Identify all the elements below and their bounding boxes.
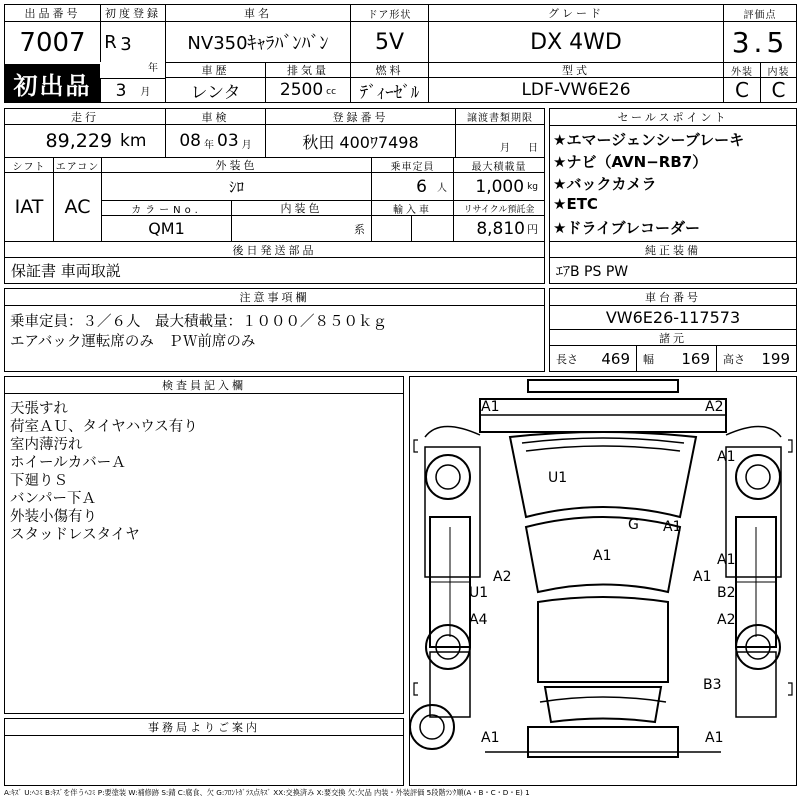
exterior-grade-header: 外装 xyxy=(723,62,760,78)
specs-width xyxy=(636,346,716,371)
recycle-unit: 円 xyxy=(527,222,538,236)
inspector-line: ホイールカバーＡ xyxy=(10,455,126,471)
sales-points-list xyxy=(553,129,795,239)
inspector-line: スタッドレスタイヤ xyxy=(10,527,140,543)
transfer-date xyxy=(455,125,544,157)
damage-mark: A2 xyxy=(493,569,512,585)
import-value xyxy=(371,216,411,241)
exterior-color-header: 外装色 xyxy=(101,157,371,173)
plate-value: 秋田 400ﾜ7498 xyxy=(265,125,455,157)
damage-mark: A1 xyxy=(663,519,682,535)
score-value: 3.5 xyxy=(723,22,796,62)
model-header: 型式 xyxy=(428,62,723,78)
inspection-month: 03 xyxy=(217,131,239,151)
door-header: ドア形状 xyxy=(350,5,428,22)
damage-mark: A1 xyxy=(693,569,712,585)
office-header: 事務局よりご案内 xyxy=(5,719,403,736)
interior-grade-header: 内装 xyxy=(760,62,796,78)
registration-year-unit: 年 xyxy=(148,62,158,74)
specs-header: 諸元 xyxy=(550,329,796,346)
interior-color-unit: 系 xyxy=(231,216,371,241)
notes-lines xyxy=(10,310,540,350)
interior-grade-value: C xyxy=(760,78,796,102)
registration-header: 初度登録 xyxy=(100,5,165,22)
color-no-header: カラーNo. xyxy=(101,200,231,216)
registration-month-unit: 月 xyxy=(140,87,151,98)
inspector-line: 天張すれ xyxy=(10,401,68,417)
damage-mark: A1 xyxy=(481,399,500,415)
transfer-month-unit: 月 xyxy=(500,143,510,154)
history-header: 車歴 xyxy=(165,62,265,78)
score-header: 評価点 xyxy=(723,5,796,22)
sales-point-item: ★バックカメラ xyxy=(553,175,657,193)
recycle-value: 8,810 xyxy=(476,218,525,239)
sales-points-header: セールスポイント xyxy=(550,109,796,126)
registration-year: 3 xyxy=(120,33,132,55)
interior-color-header: 内装色 xyxy=(231,200,371,216)
max-load xyxy=(453,173,544,200)
specs-length-label: 長さ xyxy=(556,352,578,366)
inspection-month-unit: 月 xyxy=(241,139,252,151)
fuel-value: ﾃﾞｨｰｾﾞﾙ xyxy=(350,78,428,102)
recycle-header: リサイクル預託金 xyxy=(453,200,544,216)
exterior-grade-value: C xyxy=(723,78,760,102)
damage-mark: A4 xyxy=(469,612,488,628)
inspector-header: 検査員記入欄 xyxy=(5,377,403,394)
inspector-line: 下廻りＳ xyxy=(10,473,68,489)
car-name-header: 車名 xyxy=(165,5,350,22)
sales-point-item: ★ドライブレコーダー xyxy=(553,219,700,237)
capacity-unit: 人 xyxy=(437,183,447,194)
capacity-header: 乗車定員 xyxy=(371,157,453,173)
sales-point-item: ★エマージェンシーブレーキ xyxy=(553,131,745,149)
damage-mark: A2 xyxy=(717,612,736,628)
registration-month-value: 3 xyxy=(115,80,127,101)
capacity-value: 6 xyxy=(416,176,427,197)
specs-height-label: 高さ xyxy=(723,352,745,366)
displacement xyxy=(265,78,350,102)
sales-point-item: ★ETC xyxy=(553,195,598,213)
inspector-line: 外装小傷有り xyxy=(10,509,97,525)
aircon-header: エアコン xyxy=(53,157,101,173)
inspection-year: 08 xyxy=(179,131,201,151)
first-listing-badge: 初出品 xyxy=(5,64,100,102)
damage-mark: B2 xyxy=(717,585,736,601)
damage-mark: A1 xyxy=(705,730,724,746)
mileage-header: 走行 xyxy=(5,109,165,125)
plate-header: 登録番号 xyxy=(265,109,455,125)
inspection xyxy=(165,125,265,157)
registration-era: R xyxy=(100,22,120,62)
inspection-year-unit: 年 xyxy=(204,139,214,151)
max-load-value: 1,000 xyxy=(475,176,525,197)
displacement-unit: cc xyxy=(326,87,337,97)
lot-header: 出品番号 xyxy=(5,5,100,22)
aircon-value: AC xyxy=(53,173,101,241)
max-load-header: 最大積載量 xyxy=(453,157,544,173)
damage-mark: A2 xyxy=(705,399,724,415)
specs-width-value: 169 xyxy=(681,349,710,368)
damage-mark: A1 xyxy=(717,552,736,568)
damage-mark: U1 xyxy=(469,585,489,601)
notes-line: 乗車定員：３／６人 最大積載量：１０００／８５０ｋｇ xyxy=(10,314,387,330)
sales-point-item: ★ナビ（AVN−RB7） xyxy=(553,153,708,171)
chassis-value: VW6E26-117573 xyxy=(605,308,741,327)
history-value: レンタ xyxy=(165,78,265,102)
damage-mark: A1 xyxy=(593,548,612,564)
lot-number: 7007 xyxy=(19,28,86,58)
shift-header: シフト xyxy=(5,157,53,173)
door-value: 5V xyxy=(350,22,428,62)
transfer-header: 譲渡書類期限 xyxy=(455,109,544,125)
damage-mark: B3 xyxy=(703,677,722,693)
grade-value: DX 4WD xyxy=(428,22,723,62)
color-no-value: QM1 xyxy=(101,216,231,241)
damage-mark: U1 xyxy=(548,470,568,486)
import-header: 輸入車 xyxy=(371,200,453,216)
notes-header: 注意事項欄 xyxy=(5,289,544,306)
exterior-color-value: ｼﾛ xyxy=(101,173,371,200)
inspector-line: 室内薄汚れ xyxy=(10,437,83,453)
notes-line: エアバック運転席のみ ＰＷ前席のみ xyxy=(10,334,256,350)
damage-mark: A1 xyxy=(717,449,736,465)
inspector-lines xyxy=(10,397,400,541)
max-load-unit: kg xyxy=(527,181,538,192)
mileage-unit: km xyxy=(120,131,147,151)
grade-header: グレード xyxy=(428,5,723,22)
inspector-line: 荷室ＡＵ、タイヤハウス有り xyxy=(10,419,198,435)
legend: A:ｷｽﾞ U:ﾍｺﾐ B:ｷｽﾞを伴うﾍｺﾐ P:要塗装 W:補修跡 S:錆 C:腐食、欠 G:ﾌﾛﾝﾄｶﾞﾗｽ点ｷｽﾞ XX:交換済み X:要交換 欠:欠品 内装・外装評価 5段階ﾗﾝｸ順(A・B・C・D・E) 1 xyxy=(4,788,530,797)
inspection-header: 車検 xyxy=(165,109,265,125)
specs-length-value: 469 xyxy=(601,349,630,368)
displacement-header: 排気量 xyxy=(265,62,350,78)
import-value-2 xyxy=(411,216,453,241)
genuine-equipment-header: 純正装備 xyxy=(550,241,796,258)
later-parts-header: 後日発送部品 xyxy=(5,241,544,258)
specs-length xyxy=(550,346,636,371)
mileage-value: 89,229 xyxy=(45,130,113,152)
specs-width-label: 幅 xyxy=(643,352,654,366)
inspector-line: バンパー下Ａ xyxy=(10,491,96,507)
genuine-equipment-value: ｴｱB PS PW xyxy=(556,263,629,280)
capacity xyxy=(371,173,453,200)
shift-value: IAT xyxy=(14,196,44,218)
registration-month xyxy=(100,78,165,102)
fuel-header: 燃料 xyxy=(350,62,428,78)
vehicle-diagram xyxy=(410,377,796,785)
recycle xyxy=(453,216,544,241)
specs-height-value: 199 xyxy=(761,349,790,368)
mileage xyxy=(5,125,165,157)
transfer-day-unit: 日 xyxy=(528,143,538,154)
chassis-header: 車台番号 xyxy=(550,289,796,306)
specs-height xyxy=(716,346,796,371)
damage-mark: A1 xyxy=(481,730,500,746)
damage-mark: G xyxy=(628,517,639,533)
displacement-value: 2500 xyxy=(279,80,324,100)
car-name-value: NV350ｷｬﾗﾊﾞﾝﾊﾞﾝ xyxy=(165,22,350,62)
later-parts-value: 保証書 車両取説 xyxy=(11,262,121,280)
model-value: LDF-VW6E26 xyxy=(428,78,723,102)
